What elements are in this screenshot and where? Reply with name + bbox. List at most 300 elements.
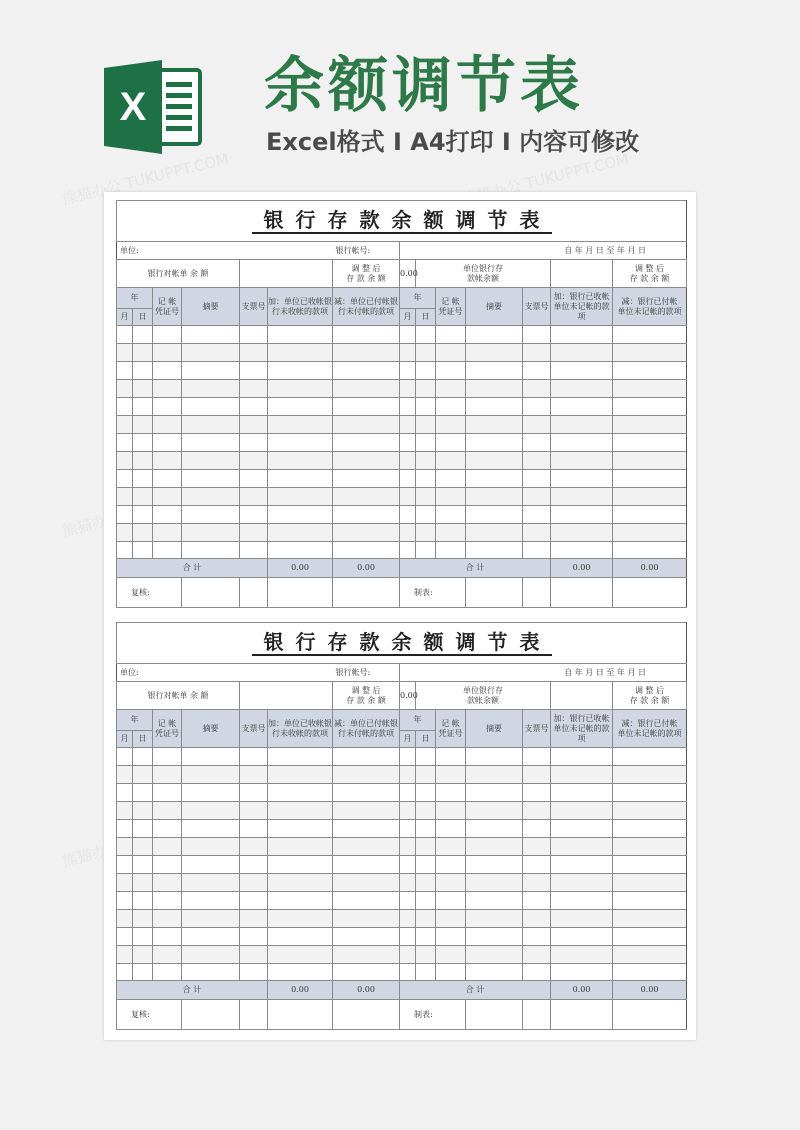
table-cell[interactable] — [117, 766, 133, 784]
table-cell[interactable] — [333, 523, 400, 541]
table-cell[interactable] — [436, 891, 466, 909]
table-cell[interactable] — [153, 434, 182, 452]
table-cell[interactable] — [613, 326, 687, 344]
table-cell[interactable] — [153, 344, 182, 362]
table-cell[interactable] — [240, 891, 268, 909]
table-cell[interactable] — [333, 362, 400, 380]
table-cell[interactable] — [466, 748, 523, 766]
table-cell[interactable] — [333, 838, 400, 856]
table-cell[interactable] — [613, 434, 687, 452]
table-cell[interactable] — [117, 856, 133, 874]
table-cell[interactable] — [333, 326, 400, 344]
table-cell[interactable] — [436, 380, 466, 398]
table-cell[interactable] — [333, 909, 400, 927]
table-cell[interactable] — [613, 398, 687, 416]
table-cell[interactable] — [400, 380, 416, 398]
table-cell[interactable] — [182, 891, 240, 909]
table-cell[interactable] — [613, 927, 687, 945]
table-cell[interactable] — [117, 873, 133, 891]
table-cell[interactable] — [133, 362, 153, 380]
table-cell[interactable] — [268, 344, 333, 362]
table-cell[interactable] — [436, 523, 466, 541]
table-cell[interactable] — [117, 505, 133, 523]
table-cell[interactable] — [523, 380, 551, 398]
table-cell[interactable] — [133, 523, 153, 541]
table-cell[interactable] — [400, 748, 416, 766]
table-cell[interactable] — [117, 398, 133, 416]
table-cell[interactable] — [182, 838, 240, 856]
table-cell[interactable] — [268, 541, 333, 559]
table-cell[interactable] — [182, 523, 240, 541]
table-cell[interactable] — [268, 820, 333, 838]
table-cell[interactable] — [240, 451, 268, 469]
table-cell[interactable] — [613, 838, 687, 856]
table-cell[interactable] — [436, 434, 466, 452]
table-cell[interactable] — [153, 766, 182, 784]
table-cell[interactable] — [416, 748, 436, 766]
unit-balance-value[interactable] — [551, 682, 613, 710]
table-cell[interactable] — [551, 344, 613, 362]
table-cell[interactable] — [466, 451, 523, 469]
table-cell[interactable] — [268, 380, 333, 398]
table-cell[interactable] — [400, 487, 416, 505]
table-cell[interactable] — [153, 469, 182, 487]
table-cell[interactable] — [240, 945, 268, 963]
table-cell[interactable] — [436, 398, 466, 416]
table-cell[interactable] — [466, 909, 523, 927]
table-cell[interactable] — [133, 487, 153, 505]
table-cell[interactable] — [436, 487, 466, 505]
table-cell[interactable] — [400, 945, 416, 963]
table-cell[interactable] — [333, 784, 400, 802]
table-cell[interactable] — [240, 487, 268, 505]
table-cell[interactable] — [333, 416, 400, 434]
table-cell[interactable] — [400, 469, 416, 487]
table-cell[interactable] — [523, 963, 551, 981]
table-cell[interactable] — [551, 873, 613, 891]
table-cell[interactable] — [416, 523, 436, 541]
table-cell[interactable] — [268, 326, 333, 344]
table-cell[interactable] — [400, 802, 416, 820]
table-cell[interactable] — [333, 487, 400, 505]
reviewer-field[interactable] — [182, 1000, 240, 1030]
table-cell[interactable] — [182, 802, 240, 820]
table-cell[interactable] — [466, 362, 523, 380]
table-cell[interactable] — [268, 434, 333, 452]
table-cell[interactable] — [613, 416, 687, 434]
table-cell[interactable] — [117, 748, 133, 766]
table-cell[interactable] — [268, 838, 333, 856]
table-cell[interactable] — [182, 927, 240, 945]
table-cell[interactable] — [400, 416, 416, 434]
table-cell[interactable] — [551, 784, 613, 802]
table-cell[interactable] — [117, 820, 133, 838]
table-cell[interactable] — [182, 963, 240, 981]
table-cell[interactable] — [117, 362, 133, 380]
table-cell[interactable] — [551, 838, 613, 856]
table-cell[interactable] — [523, 344, 551, 362]
table-cell[interactable] — [551, 505, 613, 523]
table-cell[interactable] — [333, 927, 400, 945]
table-cell[interactable] — [333, 963, 400, 981]
table-cell[interactable] — [613, 891, 687, 909]
table-cell[interactable] — [613, 541, 687, 559]
adjusted-balance-value-left[interactable]: 0.00 — [400, 260, 416, 288]
table-cell[interactable] — [240, 416, 268, 434]
table-cell[interactable] — [117, 344, 133, 362]
table-cell[interactable] — [466, 802, 523, 820]
table-cell[interactable] — [523, 523, 551, 541]
table-cell[interactable] — [416, 784, 436, 802]
table-cell[interactable] — [240, 362, 268, 380]
table-cell[interactable] — [182, 505, 240, 523]
table-cell[interactable] — [416, 766, 436, 784]
table-cell[interactable] — [551, 469, 613, 487]
table-cell[interactable] — [268, 766, 333, 784]
table-cell[interactable] — [117, 469, 133, 487]
table-cell[interactable] — [400, 784, 416, 802]
table-cell[interactable] — [551, 416, 613, 434]
table-cell[interactable] — [613, 784, 687, 802]
table-cell[interactable] — [117, 838, 133, 856]
table-cell[interactable] — [416, 380, 436, 398]
table-cell[interactable] — [436, 416, 466, 434]
table-cell[interactable] — [416, 927, 436, 945]
table-cell[interactable] — [268, 487, 333, 505]
table-cell[interactable] — [117, 784, 133, 802]
table-cell[interactable] — [117, 487, 133, 505]
table-cell[interactable] — [182, 487, 240, 505]
table-cell[interactable] — [240, 344, 268, 362]
table-cell[interactable] — [466, 469, 523, 487]
table-cell[interactable] — [133, 541, 153, 559]
table-cell[interactable] — [436, 856, 466, 874]
table-cell[interactable] — [466, 963, 523, 981]
table-cell[interactable] — [240, 963, 268, 981]
table-cell[interactable] — [551, 748, 613, 766]
table-cell[interactable] — [182, 748, 240, 766]
table-cell[interactable] — [551, 362, 613, 380]
table-cell[interactable] — [416, 963, 436, 981]
table-cell[interactable] — [466, 523, 523, 541]
table-cell[interactable] — [523, 469, 551, 487]
table-cell[interactable] — [551, 856, 613, 874]
table-cell[interactable] — [153, 748, 182, 766]
table-cell[interactable] — [551, 963, 613, 981]
table-cell[interactable] — [400, 451, 416, 469]
table-cell[interactable] — [133, 820, 153, 838]
table-cell[interactable] — [613, 487, 687, 505]
bank-balance-value[interactable] — [240, 682, 333, 710]
table-cell[interactable] — [436, 326, 466, 344]
table-cell[interactable] — [153, 909, 182, 927]
table-cell[interactable] — [268, 909, 333, 927]
table-cell[interactable] — [523, 802, 551, 820]
table-cell[interactable] — [436, 344, 466, 362]
table-cell[interactable] — [400, 505, 416, 523]
table-cell[interactable] — [551, 802, 613, 820]
table-cell[interactable] — [268, 398, 333, 416]
table-cell[interactable] — [400, 344, 416, 362]
table-cell[interactable] — [466, 487, 523, 505]
table-cell[interactable] — [182, 362, 240, 380]
table-cell[interactable] — [551, 523, 613, 541]
table-cell[interactable] — [153, 398, 182, 416]
table-cell[interactable] — [133, 505, 153, 523]
table-cell[interactable] — [240, 873, 268, 891]
table-cell[interactable] — [153, 487, 182, 505]
table-cell[interactable] — [333, 748, 400, 766]
table-cell[interactable] — [436, 820, 466, 838]
table-cell[interactable] — [416, 416, 436, 434]
table-cell[interactable] — [613, 909, 687, 927]
table-cell[interactable] — [133, 945, 153, 963]
table-cell[interactable] — [436, 945, 466, 963]
table-cell[interactable] — [182, 541, 240, 559]
table-cell[interactable] — [117, 434, 133, 452]
table-cell[interactable] — [333, 891, 400, 909]
table-cell[interactable] — [416, 398, 436, 416]
table-cell[interactable] — [153, 416, 182, 434]
table-cell[interactable] — [133, 380, 153, 398]
table-cell[interactable] — [613, 469, 687, 487]
table-cell[interactable] — [333, 856, 400, 874]
table-cell[interactable] — [400, 873, 416, 891]
table-cell[interactable] — [182, 909, 240, 927]
table-cell[interactable] — [240, 927, 268, 945]
table-cell[interactable] — [333, 398, 400, 416]
table-cell[interactable] — [182, 820, 240, 838]
table-cell[interactable] — [117, 802, 133, 820]
table-cell[interactable] — [436, 766, 466, 784]
table-cell[interactable] — [466, 326, 523, 344]
table-cell[interactable] — [133, 398, 153, 416]
table-cell[interactable] — [182, 344, 240, 362]
table-cell[interactable] — [268, 523, 333, 541]
table-cell[interactable] — [551, 766, 613, 784]
table-cell[interactable] — [153, 820, 182, 838]
table-cell[interactable] — [436, 927, 466, 945]
table-cell[interactable] — [240, 909, 268, 927]
table-cell[interactable] — [117, 541, 133, 559]
table-cell[interactable] — [240, 856, 268, 874]
table-cell[interactable] — [523, 541, 551, 559]
table-cell[interactable] — [268, 856, 333, 874]
table-cell[interactable] — [133, 748, 153, 766]
table-cell[interactable] — [466, 945, 523, 963]
table-cell[interactable] — [400, 856, 416, 874]
table-cell[interactable] — [153, 927, 182, 945]
table-cell[interactable] — [268, 451, 333, 469]
table-cell[interactable] — [182, 398, 240, 416]
table-cell[interactable] — [416, 487, 436, 505]
table-cell[interactable] — [153, 380, 182, 398]
table-cell[interactable] — [416, 344, 436, 362]
table-cell[interactable] — [240, 326, 268, 344]
table-cell[interactable] — [416, 838, 436, 856]
table-cell[interactable] — [133, 344, 153, 362]
bank-balance-value[interactable] — [240, 260, 333, 288]
table-cell[interactable] — [523, 748, 551, 766]
table-cell[interactable] — [400, 398, 416, 416]
table-cell[interactable] — [523, 820, 551, 838]
table-cell[interactable] — [117, 891, 133, 909]
table-cell[interactable] — [551, 434, 613, 452]
table-cell[interactable] — [400, 820, 416, 838]
table-cell[interactable] — [240, 748, 268, 766]
table-cell[interactable] — [613, 523, 687, 541]
table-cell[interactable] — [523, 451, 551, 469]
table-cell[interactable] — [240, 398, 268, 416]
table-cell[interactable] — [400, 362, 416, 380]
table-cell[interactable] — [466, 838, 523, 856]
unit-balance-value[interactable] — [551, 260, 613, 288]
table-cell[interactable] — [133, 784, 153, 802]
table-cell[interactable] — [133, 766, 153, 784]
table-cell[interactable] — [551, 909, 613, 927]
table-cell[interactable] — [333, 802, 400, 820]
table-cell[interactable] — [400, 963, 416, 981]
table-cell[interactable] — [613, 344, 687, 362]
table-cell[interactable] — [613, 748, 687, 766]
table-cell[interactable] — [133, 326, 153, 344]
table-cell[interactable] — [551, 927, 613, 945]
table-cell[interactable] — [436, 748, 466, 766]
table-cell[interactable] — [613, 362, 687, 380]
table-cell[interactable] — [133, 434, 153, 452]
table-cell[interactable] — [523, 891, 551, 909]
table-cell[interactable] — [133, 802, 153, 820]
table-cell[interactable] — [333, 344, 400, 362]
table-cell[interactable] — [153, 856, 182, 874]
table-cell[interactable] — [613, 963, 687, 981]
table-cell[interactable] — [240, 802, 268, 820]
table-cell[interactable] — [333, 873, 400, 891]
table-cell[interactable] — [333, 766, 400, 784]
table-cell[interactable] — [153, 784, 182, 802]
table-cell[interactable] — [466, 784, 523, 802]
table-cell[interactable] — [466, 766, 523, 784]
table-cell[interactable] — [133, 856, 153, 874]
table-cell[interactable] — [551, 820, 613, 838]
table-cell[interactable] — [117, 416, 133, 434]
table-cell[interactable] — [182, 434, 240, 452]
reviewer-field[interactable] — [182, 578, 240, 608]
table-cell[interactable] — [153, 963, 182, 981]
table-cell[interactable] — [133, 451, 153, 469]
table-cell[interactable] — [153, 505, 182, 523]
table-cell[interactable] — [182, 856, 240, 874]
table-cell[interactable] — [416, 856, 436, 874]
table-cell[interactable] — [133, 927, 153, 945]
table-cell[interactable] — [133, 469, 153, 487]
table-cell[interactable] — [466, 541, 523, 559]
table-cell[interactable] — [268, 505, 333, 523]
table-cell[interactable] — [551, 487, 613, 505]
table-cell[interactable] — [416, 362, 436, 380]
table-cell[interactable] — [333, 820, 400, 838]
table-cell[interactable] — [466, 398, 523, 416]
table-cell[interactable] — [117, 451, 133, 469]
table-cell[interactable] — [268, 362, 333, 380]
table-cell[interactable] — [333, 469, 400, 487]
table-cell[interactable] — [523, 927, 551, 945]
table-cell[interactable] — [613, 451, 687, 469]
table-cell[interactable] — [268, 748, 333, 766]
table-cell[interactable] — [182, 873, 240, 891]
table-cell[interactable] — [466, 856, 523, 874]
table-cell[interactable] — [523, 398, 551, 416]
table-cell[interactable] — [613, 856, 687, 874]
table-cell[interactable] — [416, 891, 436, 909]
table-cell[interactable] — [523, 505, 551, 523]
table-cell[interactable] — [613, 945, 687, 963]
table-cell[interactable] — [613, 802, 687, 820]
table-cell[interactable] — [333, 451, 400, 469]
table-cell[interactable] — [182, 945, 240, 963]
table-cell[interactable] — [523, 909, 551, 927]
table-cell[interactable] — [333, 434, 400, 452]
table-cell[interactable] — [268, 945, 333, 963]
table-cell[interactable] — [466, 505, 523, 523]
table-cell[interactable] — [117, 945, 133, 963]
table-cell[interactable] — [551, 326, 613, 344]
preparer-field[interactable] — [466, 578, 523, 608]
table-cell[interactable] — [240, 820, 268, 838]
table-cell[interactable] — [613, 766, 687, 784]
table-cell[interactable] — [613, 873, 687, 891]
table-cell[interactable] — [523, 856, 551, 874]
table-cell[interactable] — [133, 891, 153, 909]
table-cell[interactable] — [436, 362, 466, 380]
table-cell[interactable] — [400, 523, 416, 541]
table-cell[interactable] — [133, 963, 153, 981]
table-cell[interactable] — [133, 873, 153, 891]
table-cell[interactable] — [333, 380, 400, 398]
table-cell[interactable] — [466, 927, 523, 945]
table-cell[interactable] — [182, 784, 240, 802]
table-cell[interactable] — [117, 927, 133, 945]
table-cell[interactable] — [436, 873, 466, 891]
table-cell[interactable] — [551, 398, 613, 416]
table-cell[interactable] — [333, 945, 400, 963]
table-cell[interactable] — [400, 766, 416, 784]
table-cell[interactable] — [240, 784, 268, 802]
table-cell[interactable] — [436, 541, 466, 559]
table-cell[interactable] — [333, 505, 400, 523]
table-cell[interactable] — [400, 326, 416, 344]
table-cell[interactable] — [466, 344, 523, 362]
table-cell[interactable] — [436, 909, 466, 927]
table-cell[interactable] — [551, 945, 613, 963]
table-cell[interactable] — [240, 380, 268, 398]
table-cell[interactable] — [551, 891, 613, 909]
table-cell[interactable] — [436, 784, 466, 802]
table-cell[interactable] — [117, 963, 133, 981]
table-cell[interactable] — [268, 927, 333, 945]
table-cell[interactable] — [182, 380, 240, 398]
table-cell[interactable] — [240, 523, 268, 541]
table-cell[interactable] — [117, 909, 133, 927]
table-cell[interactable] — [416, 909, 436, 927]
table-cell[interactable] — [153, 873, 182, 891]
table-cell[interactable] — [523, 873, 551, 891]
table-cell[interactable] — [551, 380, 613, 398]
table-cell[interactable] — [466, 380, 523, 398]
table-cell[interactable] — [523, 416, 551, 434]
table-cell[interactable] — [416, 469, 436, 487]
table-cell[interactable] — [613, 380, 687, 398]
